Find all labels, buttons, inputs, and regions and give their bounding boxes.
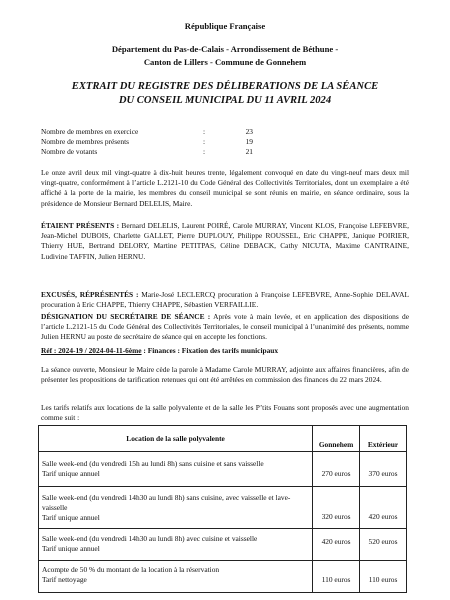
secretaire-label: DÉSIGNATION DU SECRÉTAIRE DE SÉANCE : [41, 312, 211, 321]
stat-colon: : [203, 127, 206, 136]
stat-label: Nombre de membres en exercice [41, 127, 139, 136]
table-row [39, 487, 407, 529]
excuses-label: EXCUSÉS, RÉPRÉSENTÉS : [41, 290, 139, 299]
row-line-2: Tarif unique annuel [42, 469, 100, 478]
row-gonnehem-price: 270 euros [313, 452, 360, 487]
table-row [39, 561, 407, 593]
row-description [39, 487, 313, 529]
presents-paragraph [41, 221, 409, 262]
row-line-1: Salle week-end (du vendredi 14h30 au lundi 8h) sans cuisine, avec vaisselle et lave-vaisselle [42, 493, 291, 512]
section-title: : Finances : Fixation des tarifs municipaux [141, 346, 279, 355]
row-line-1: Salle week-end (du vendredi 15h au lundi 8h) sans cuisine et sans vaisselle [42, 459, 264, 468]
section-ref: Réf : 2024-19 / 2024-04-11-6ème [41, 346, 142, 355]
row-description [39, 529, 313, 561]
excuses-text: Marie-José LECLERCQ procuration à Françoise LEFEBVRE, Anne-Sophie DELAVAL procuration à Eric CHAPPE, Thierry CHAPPE, Sébastien VERFAILLIE. [41, 290, 409, 310]
republic-heading: République Française [184, 21, 266, 31]
row-gonnehem-price: 110 euros [313, 561, 360, 593]
table-header-gonnehem: Gonnehem [313, 440, 360, 452]
row-exterieur-price: 420 euros [360, 487, 407, 529]
presents-text: Bernard DELELIS, Laurent POIRÉ, Carole MURRAY, Vincent KLOS, Françoise LEFEBVRE, Jean-Michel DUBOIS, Charlette GALLET, Pierre DUPLOUY, Philippe ROUSSEL, Eric CHAPPE, Janique POIRIER, Thierry HUE, Bertrand DELORY, Martine PETITPAS, Céline DEBACK, Cathy NICUTA, Maxime CANTRAINE, Ludivine TAFFIN, Julien HERNU. [41, 221, 409, 261]
intro-paragraph: Le onze avril deux mil vingt-quatre à dix-huit heures trente, légalement convoqué en date du vingt-neuf mars deux mil vingt-quatre, conformément à l’article L.2121-10 du Code Général des Collectivités Territoriales, dont un exemplaire a été affiché à la porte de la mairie, les membres du conseil municipal se sont réunis en mairie, en séance ordinaire, sous la présidence de Monsieur Bernard DELELIS, Maire. [41, 168, 409, 208]
row-exterieur-price: 110 euros [360, 561, 407, 593]
row-description [39, 561, 313, 593]
row-gonnehem-price: 320 euros [313, 487, 360, 529]
stat-label: Nombre de membres présents [41, 137, 130, 146]
row-line-1: Salle week-end (du vendredi 14h30 au lundi 8h) avec cuisine et vaisselle [42, 534, 258, 543]
department-line-2: Canton de Lillers - Commune de Gonnehem [143, 57, 307, 67]
secretaire-paragraph [41, 312, 409, 343]
row-line-1: Acompte de 50 % du montant de la location à la réservation [42, 565, 220, 574]
stat-colon: : [203, 147, 206, 156]
title-line-1: EXTRAIT DU REGISTRE DES DÉLIBERATIONS DE LA SÉANCE [71, 81, 379, 92]
row-description [39, 452, 313, 487]
presents-label: ÉTAIENT PRÉSENTS : [41, 221, 120, 230]
department-heading [0, 43, 450, 69]
document-title [20, 80, 430, 108]
stat-row [41, 137, 253, 147]
row-line-2: Tarif unique annuel [42, 544, 100, 553]
table-header-spacer [360, 426, 407, 440]
table-header-spacer [313, 426, 360, 440]
table-header-exterieur: Extérieur [360, 440, 407, 452]
stat-value: 23 [245, 127, 253, 136]
department-line-1: Département du Pas-de-Calais - Arrondissement de Béthune - [111, 44, 339, 54]
stat-value: 21 [245, 147, 253, 156]
row-exterieur-price: 370 euros [360, 452, 407, 487]
row-line-2: Tarif nettoyage [42, 575, 87, 584]
excuses-paragraph [41, 290, 409, 310]
stat-row [41, 127, 253, 137]
row-exterieur-price: 520 euros [360, 529, 407, 561]
member-stats [41, 127, 253, 157]
table-row [39, 529, 407, 561]
row-line-2: Tarif unique annuel [42, 513, 100, 522]
seance-paragraph: La séance ouverte, Monsieur le Maire cède la parole à Madame Carole MURRAY, adjointe aux affaires financières, afin de présenter les propositions de tarification retenues qui ont été arrêtées en commission des finances du 22 mars 2024. [41, 365, 409, 385]
row-gonnehem-price: 420 euros [313, 529, 360, 561]
tarifs-paragraph: Les tarifs relatifs aux locations de la salle polyvalente et de la salle les P’tits Fouans sont proposés avec une augmentation comme suit : [41, 403, 409, 423]
section-heading [41, 346, 409, 355]
stat-label: Nombre de votants [41, 147, 98, 156]
tarifs-table [38, 425, 407, 593]
stat-row [41, 147, 253, 157]
stat-colon: : [203, 137, 206, 146]
secretaire-text: Après vote à main levée, et en application des dispositions de l’article L.2121-15 du Code Général des Collectivités Territoriales, le conseil municipal à l’unanimité des présents, nomme Julien HERNU au poste de secrétaire de séance qui en accepte les fonctions. [41, 312, 409, 342]
stat-value: 19 [245, 137, 253, 146]
table-row [39, 452, 407, 487]
title-line-2: DU CONSEIL MUNICIPAL DU 11 AVRIL 2024 [118, 95, 332, 106]
table-header-location: Location de la salle polyvalente [39, 426, 313, 452]
